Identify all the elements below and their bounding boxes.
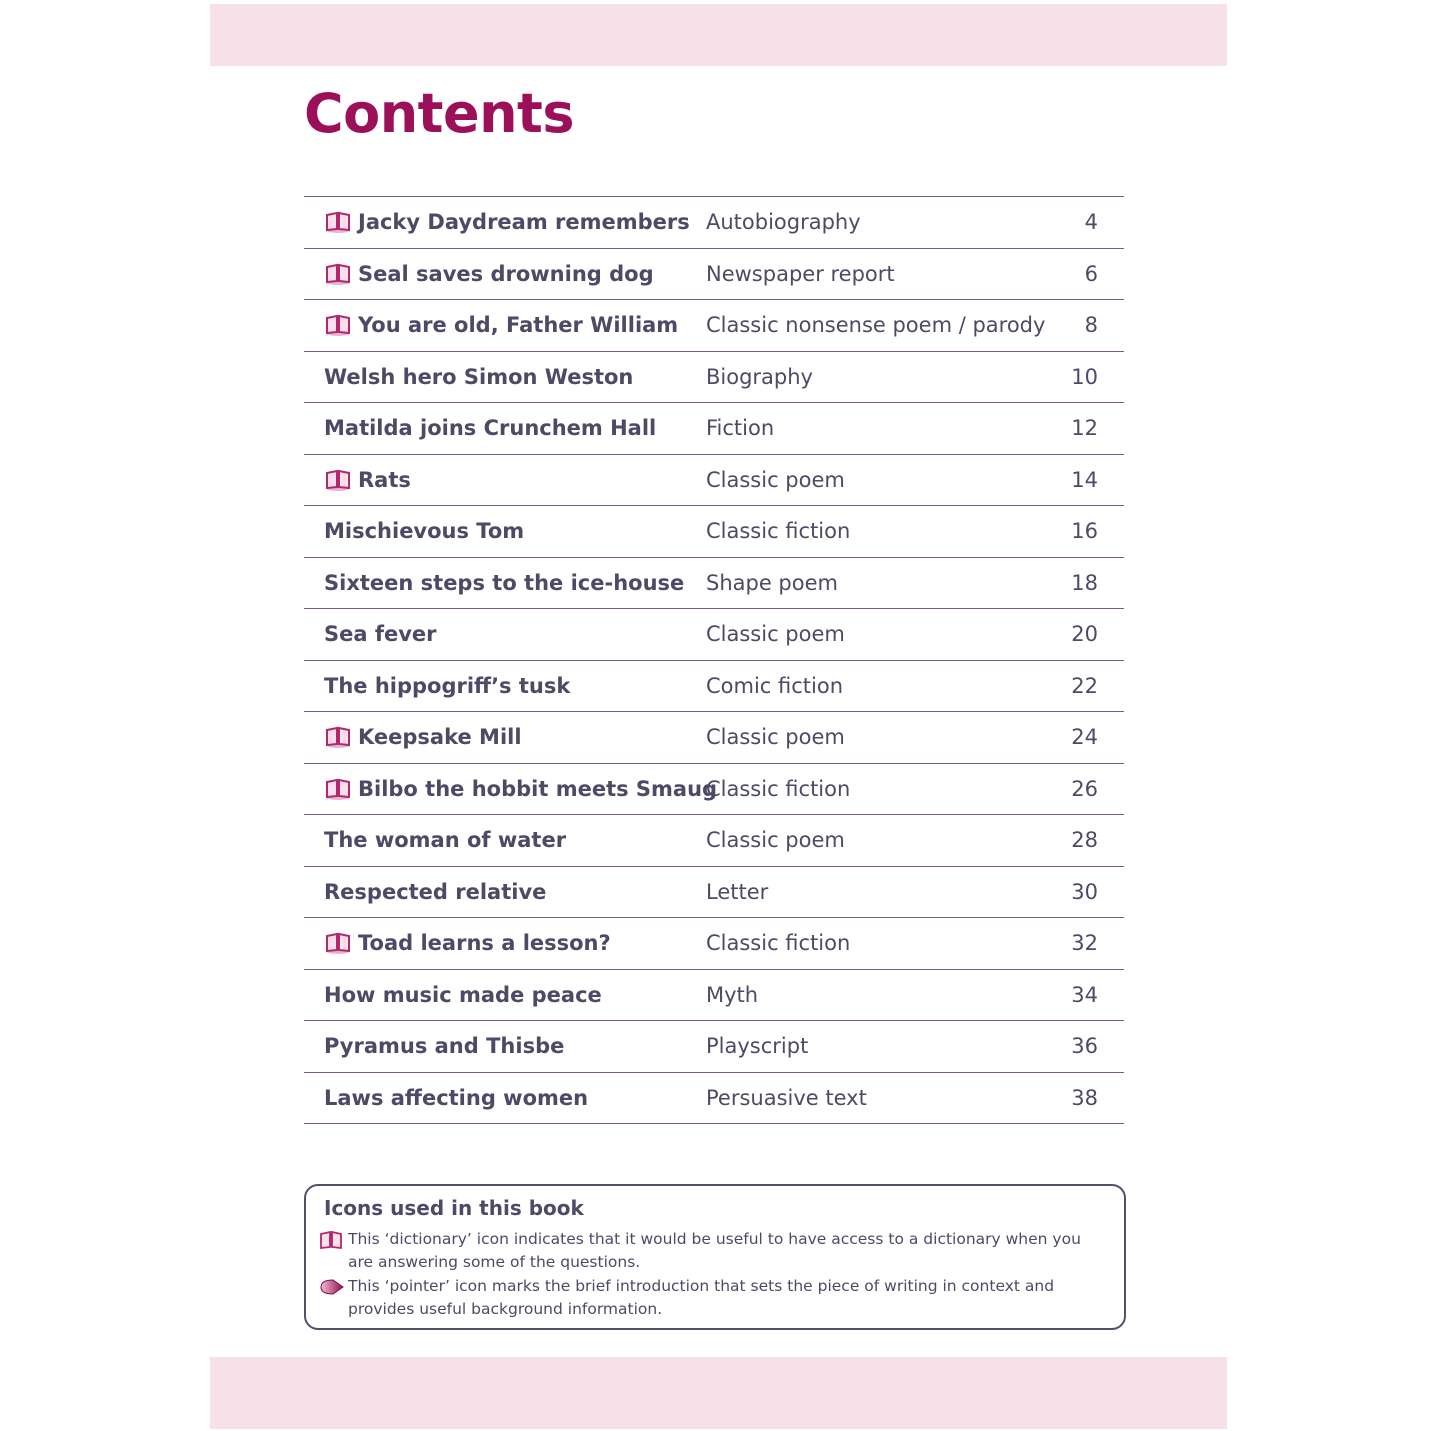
toc-genre: Newspaper report (706, 261, 895, 286)
toc-genre: Biography (706, 364, 813, 389)
toc-genre: Shape poem (706, 570, 838, 595)
header-band (210, 4, 1227, 66)
toc-genre: Classic fiction (706, 931, 851, 955)
toc-genre: Myth (706, 982, 759, 1007)
toc-title-cell (324, 712, 522, 762)
toc-title-cell (324, 970, 602, 1020)
toc-title-cell (324, 506, 524, 556)
toc-row (304, 1021, 1124, 1073)
legend-pointer-text: This ‘pointer’ icon marks the brief introduction that sets the piece of writing in context and provides useful background information. (348, 1277, 1055, 1318)
toc-title-cell (324, 352, 633, 402)
contents-table (304, 196, 1124, 1124)
toc-row (304, 1073, 1124, 1125)
dictionary-icon (324, 468, 352, 492)
toc-page-number: 10 (1071, 364, 1098, 389)
toc-title-cell (324, 249, 654, 299)
toc-genre: Letter (706, 879, 769, 904)
toc-title-cell (324, 661, 570, 711)
toc-page-number: 34 (1071, 982, 1098, 1007)
toc-row (304, 970, 1124, 1022)
toc-title: Bilbo the hobbit meets Smaug (358, 776, 718, 801)
toc-genre: Classic poem (706, 622, 845, 646)
toc-page-number: 24 (1071, 725, 1098, 749)
toc-title: Mischievous Tom (324, 519, 525, 543)
toc-row (304, 403, 1124, 455)
toc-page-number: 32 (1071, 931, 1098, 955)
toc-row (304, 918, 1124, 970)
toc-page-number: 28 (1071, 828, 1098, 852)
toc-title-cell (324, 1021, 564, 1071)
toc-genre: Autobiography (706, 210, 861, 234)
toc-row (304, 197, 1124, 249)
toc-title: Keepsake Mill (358, 725, 522, 749)
toc-row (304, 300, 1124, 352)
toc-genre: Playscript (706, 1034, 809, 1058)
toc-page-number: 22 (1071, 673, 1098, 698)
dictionary-icon (324, 210, 352, 234)
toc-genre: Classic fiction (706, 519, 851, 543)
toc-genre: Fiction (706, 416, 775, 440)
toc-title-cell (324, 815, 566, 865)
toc-row (304, 249, 1124, 301)
toc-title: Jacky Daydream remembers (358, 210, 690, 234)
toc-page-number: 12 (1071, 416, 1098, 440)
toc-page-number: 14 (1071, 467, 1098, 492)
toc-row (304, 815, 1124, 867)
toc-title: The woman of water (324, 828, 567, 852)
toc-row (304, 712, 1124, 764)
toc-title: Matilda joins Crunchem Hall (324, 416, 657, 440)
toc-title: Respected relative (324, 879, 547, 904)
toc-page-number: 26 (1071, 776, 1098, 801)
dictionary-icon (324, 313, 352, 337)
pointer-icon (319, 1278, 345, 1300)
toc-title: Sixteen steps to the ice-house (324, 570, 685, 595)
toc-genre: Classic poem (706, 467, 845, 492)
dictionary-icon (324, 931, 352, 955)
toc-title: Seal saves drowning dog (358, 261, 654, 286)
toc-genre: Comic fiction (706, 673, 844, 698)
toc-row (304, 455, 1124, 507)
icon-legend (304, 1184, 1126, 1330)
toc-title-cell (324, 455, 411, 505)
toc-page-number: 8 (1084, 313, 1098, 337)
toc-title-cell (324, 403, 656, 453)
toc-title: Sea fever (324, 622, 437, 646)
toc-title-cell (324, 764, 717, 814)
toc-genre: Classic nonsense poem / parody (706, 313, 1046, 337)
toc-title: The hippogriff’s tusk (324, 673, 571, 698)
toc-row (304, 609, 1124, 661)
toc-genre: Classic fiction (706, 776, 851, 801)
toc-title-cell (324, 867, 546, 917)
toc-page-number: 36 (1071, 1034, 1098, 1058)
toc-title: Toad learns a lesson? (358, 931, 611, 955)
legend-title: Icons used in this book (324, 1196, 584, 1220)
page-title: Contents (304, 82, 575, 145)
toc-row (304, 506, 1124, 558)
toc-title-cell (324, 558, 684, 608)
toc-title-cell (324, 918, 611, 968)
toc-genre: Persuasive text (706, 1085, 867, 1110)
legend-dictionary-text: This ‘dictionary’ icon indicates that it would be useful to have access to a dictionary when you are answering some of the questions. (348, 1230, 1081, 1271)
toc-title: Pyramus and Thisbe (324, 1034, 565, 1058)
dictionary-icon (324, 725, 352, 749)
toc-row (304, 352, 1124, 404)
toc-page-number: 30 (1071, 879, 1098, 904)
toc-title-cell (324, 197, 690, 247)
dictionary-icon (319, 1231, 343, 1253)
toc-title: How music made peace (324, 982, 602, 1007)
toc-page-number: 18 (1071, 570, 1098, 595)
footer-band (210, 1357, 1227, 1429)
toc-page-number: 20 (1071, 622, 1098, 646)
toc-page-number: 4 (1084, 210, 1098, 234)
toc-genre: Classic poem (706, 828, 845, 852)
toc-title-cell (324, 1073, 588, 1123)
dictionary-icon (324, 777, 352, 801)
toc-page-number: 16 (1071, 519, 1098, 543)
toc-title: Laws affecting women (324, 1085, 589, 1110)
toc-genre: Classic poem (706, 725, 845, 749)
toc-title-cell (324, 300, 678, 350)
toc-row (304, 558, 1124, 610)
toc-page-number: 6 (1084, 261, 1098, 286)
toc-row (304, 764, 1124, 816)
toc-title: Rats (358, 467, 411, 492)
toc-page-number: 38 (1071, 1085, 1098, 1110)
toc-row (304, 661, 1124, 713)
toc-title: You are old, Father William (358, 313, 679, 337)
toc-title-cell (324, 609, 437, 659)
toc-title: Welsh hero Simon Weston (324, 364, 634, 389)
toc-row (304, 867, 1124, 919)
dictionary-icon (324, 262, 352, 286)
